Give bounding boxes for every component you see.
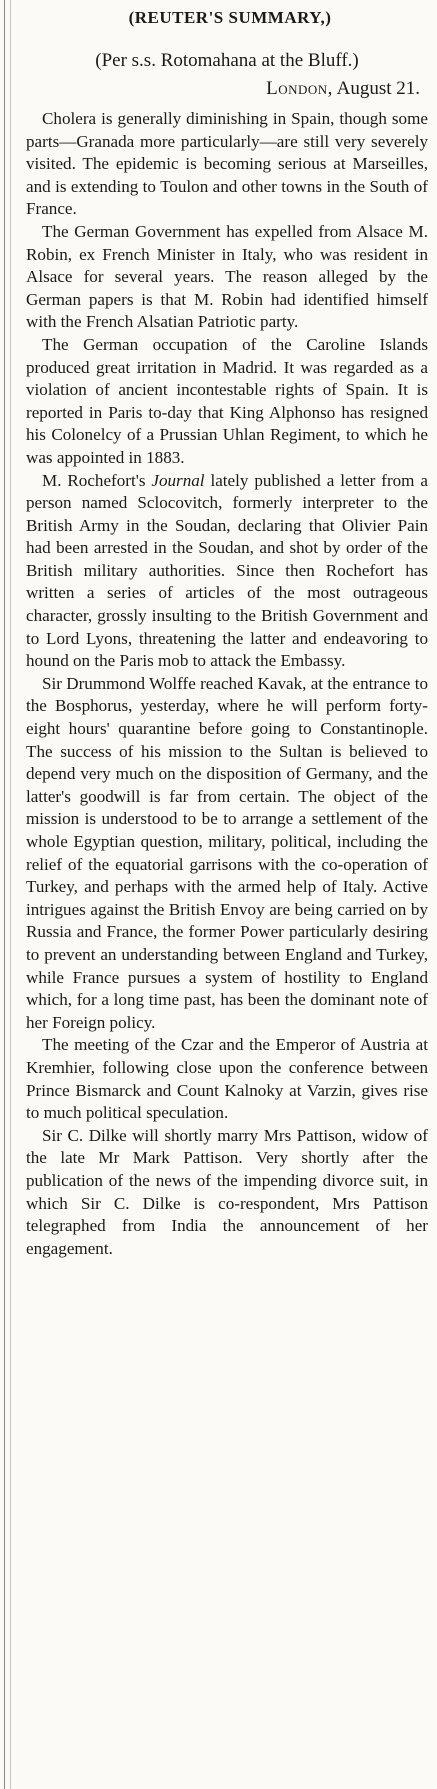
source-line: (Per s.s. Rotomahana at the Bluff.) [95,50,359,71]
paragraph-rochefort-body: lately published a letter from a person named Sclocovitch, formerly interpreter to the British Army in the Soudan, declaring that Olivier Pain had been arrested in the Soudan, and shot by order of the British military authorities. Since then Rochefort has written a series of articles of the most outrageous character, grossly insulting to the British Government and to Lord Lyons, threatening the latter and endeavoring to hound on the Paris mob to attack the Embassy. [26,470,428,671]
paragraph-wolffe-mission: Sir Drummond Wolffe reached Kavak, at the entrance to the Bosphorus, yesterday, where he will perform forty-eight hours' quarantine before going to Constantinople. The success of his mission to the Sultan is believed to depend very much on the disposition of Germany, and the latter's goodwill is far from certain. The object of the mission is understood to be to arrange a settlement of the whole Egyptian question, military, political, including the relief of the equatorial garrisons with the co-operation of Turkey, and perhaps with the armed help of Italy. Active intrigues against the British Envoy are being carried on by Russia and France, the former Power particularly desiring to prevent an understanding between England and Turkey, while France pursues a system of hostility to England which, for a long time past, has been the dominant note of her Foreign policy. [26,673,428,1032]
dateline [26,78,428,100]
paragraph-rochefort [26,470,428,673]
paragraph-caroline-islands: The German occupation of the Caroline Islands produced great irritation in Madrid. It was regarded as a violation of ancient incontestable rights of Spain. It is reported in Paris to-day that King Alphonso has resigned his Colonelcy of a Prussian Uhlan Regiment, to which he was appointed in 1883. [26,334,428,467]
paragraph-rochefort-lead: M. Rochefort's [42,470,152,490]
journal-title: Journal [151,470,205,490]
column-rule-inner [10,0,11,1789]
paragraph-alsace: The German Government has expelled from Alsace M. Robin, ex French Minister in Italy, who was resident in Alsace for several years. The reason alleged by the German papers is that M. Robin had identified himself with the French Alsatian Patriotic party. [26,221,428,332]
column-rule [4,0,5,1789]
article [26,8,428,1260]
paragraph-czar-meeting: The meeting of the Czar and the Emperor of Austria at Kremhier, following close upon the conference between Prince Bismarck and Count Kalnoky at Varzin, gives rise to much political speculation. [26,1035,428,1123]
dateline-city: London, [266,78,333,99]
dateline-date: August 21. [336,78,420,99]
article-heading: (REUTER'S SUMMARY,) [128,8,332,27]
paragraph-dilke: Sir C. Dilke will shortly marry Mrs Pattison, widow of the late Mr Mark Pattison. Very shortly after the publication of the news of the impending divorce suit, in which Sir C. Dilke is co-respondent, Mrs Pattison telegraphed from India the announcement of her engagement. [26,1125,428,1258]
paragraph-cholera: Cholera is generally diminishing in Spain, though some parts—Granada more particularly—are still very severely visited. The epidemic is becoming serious at Marseilles, and is extending to Toulon and other towns in the South of France. [26,109,428,219]
